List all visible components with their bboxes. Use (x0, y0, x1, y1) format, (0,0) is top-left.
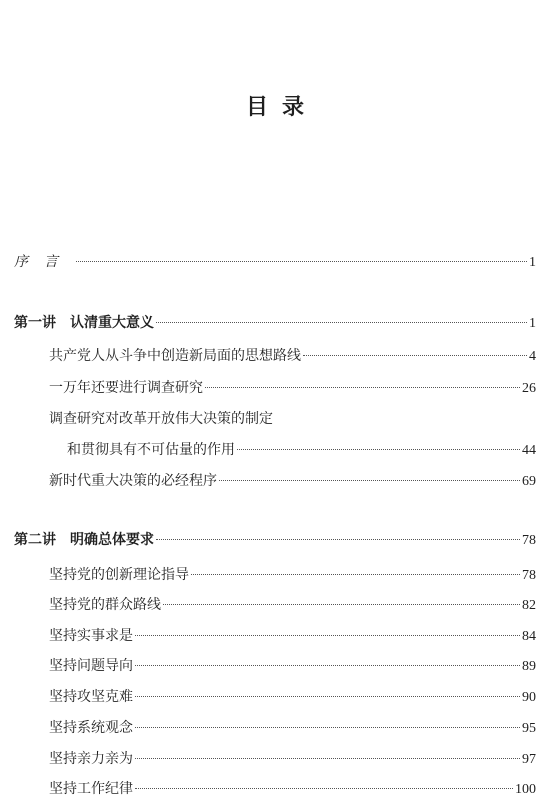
toc-entry-page: 4 (529, 349, 536, 364)
dot-leader (191, 574, 520, 575)
toc-entry-label: 坚持系统观念 (49, 720, 133, 736)
toc-entry-label: 坚持实事求是 (49, 628, 133, 644)
toc-entry-page: 84 (522, 629, 536, 644)
toc-entry-label: 新时代重大决策的必经程序 (49, 473, 217, 489)
toc-entry-page: 69 (522, 474, 536, 489)
toc-entry-label: 一万年还要进行调查研究 (49, 380, 203, 396)
toc-entry[interactable] (49, 378, 536, 398)
toc-entry[interactable] (49, 409, 536, 429)
chapter-title: 第一讲 认清重大意义 (14, 315, 154, 331)
toc-entry-page: 26 (522, 381, 536, 396)
toc-entry-page: 1 (529, 255, 536, 270)
chapter-page: 1 (529, 316, 536, 331)
dot-leader (135, 788, 513, 789)
toc-chapter-1[interactable] (14, 313, 536, 333)
dot-leader (163, 604, 520, 605)
toc-entry-label: 坚持党的群众路线 (49, 597, 161, 613)
dot-leader (135, 635, 520, 636)
dot-leader (135, 665, 520, 666)
toc-entry[interactable] (67, 440, 536, 460)
toc-entry[interactable] (49, 565, 536, 585)
dot-leader (303, 355, 527, 356)
toc-entry-label: 和贯彻具有不可估量的作用 (67, 442, 235, 458)
toc-entry-label: 坚持问题导向 (49, 658, 133, 674)
toc-entry-page: 89 (522, 659, 536, 674)
toc-entry-page: 97 (522, 752, 536, 767)
toc-entry-label: 坚持党的创新理论指导 (49, 567, 189, 583)
toc-entry-page: 90 (522, 690, 536, 705)
dot-leader (135, 696, 520, 697)
dot-leader (156, 539, 520, 540)
toc-entry-label: 坚持工作纪律 (49, 781, 133, 797)
dot-leader (135, 758, 520, 759)
toc-entry-label: 序言 (14, 254, 74, 270)
toc-entry-page: 82 (522, 598, 536, 613)
dot-leader (205, 387, 520, 388)
toc-entry-label: 坚持攻坚克难 (49, 689, 133, 705)
toc-entry-page: 95 (522, 721, 536, 736)
toc-entry[interactable] (49, 779, 536, 799)
toc-entry[interactable] (49, 626, 536, 646)
toc-entry-label: 共产党人从斗争中创造新局面的思想路线 (49, 348, 301, 364)
page-title: 目录 (245, 95, 318, 120)
chapter-page: 78 (522, 533, 536, 548)
dot-leader (237, 449, 520, 450)
toc-entry-page: 100 (515, 782, 536, 797)
toc-entry-page: 44 (522, 443, 536, 458)
toc-entry[interactable] (49, 656, 536, 676)
toc-entry[interactable] (49, 749, 536, 769)
toc-entry[interactable] (49, 595, 536, 615)
toc-entry-preface[interactable] (14, 252, 536, 272)
toc-entry[interactable] (49, 718, 536, 738)
dot-leader (135, 727, 520, 728)
toc-entry-page: 78 (522, 568, 536, 583)
toc-entry-label: 调查研究对改革开放伟大决策的制定 (49, 411, 273, 427)
chapter-title: 第二讲 明确总体要求 (14, 532, 154, 548)
toc-chapter-2[interactable] (14, 530, 536, 550)
toc-entry[interactable] (49, 687, 536, 707)
dot-leader (219, 480, 520, 481)
toc-entry[interactable] (49, 471, 536, 491)
toc-entry-label: 坚持亲力亲为 (49, 751, 133, 767)
dot-leader (156, 322, 527, 323)
dot-leader (76, 261, 527, 262)
toc-entry[interactable] (49, 346, 536, 366)
